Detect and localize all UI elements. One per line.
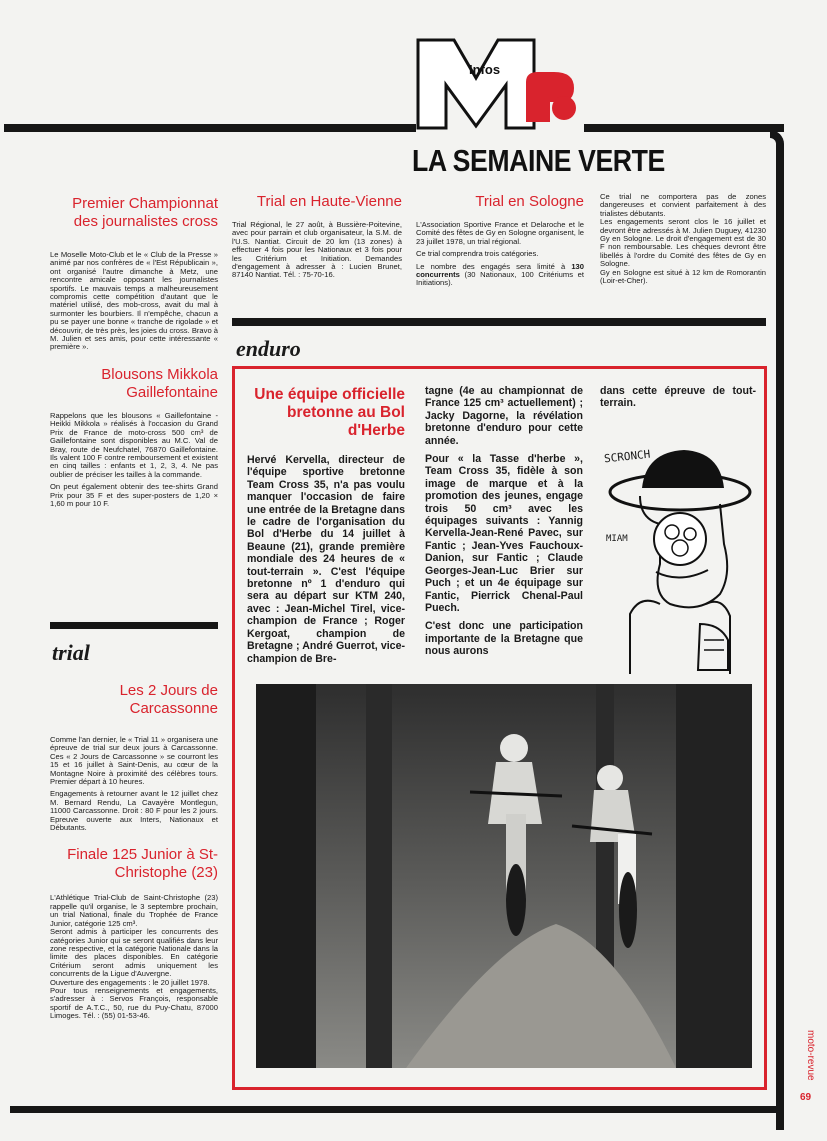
article-title-haute-vienne: Trial en Haute-Vienne xyxy=(256,193,402,210)
trial-rule xyxy=(50,622,218,629)
right-frame xyxy=(770,130,784,1130)
article-body-sologne-1: L'Association Sportive France et Delaroche et le Comité des fêtes de Gy en Sologne organisent, le 23 juillet 1978, un trial régional. xyxy=(416,220,584,246)
logo-mr xyxy=(414,30,584,130)
enduro-col-2 xyxy=(425,385,583,664)
article-body-sologne-3 xyxy=(416,263,584,288)
section-label-enduro: enduro xyxy=(236,336,301,361)
article-body-journalists: Le Moselle Moto-Club et le « Club de la Presse » animé par nos confrères de « l'Est Républicain », ont organisé l'autre dimanche à Metz, une rencontre amicale opposant les journalistes sportifs. Le mauvais temps a malheureusement compromis cette compétition d'autant que le matériel utilisé, des mob-cross, avait du mal à surmonter les bourbiers. Il n'empêche, chacun a pu se payer une bonne « tranche de rigolade » et découvrir, de très près, les joies du cross. Bravo à M. Julien et ses amis, pour cette intéressante « première ». xyxy=(50,250,218,352)
article-body-blousons-2: On peut également obtenir des tee-shirts Grand Prix pour 35 F et des super-posters de 1,20 × 1,60 m pour 10 F. xyxy=(50,482,218,508)
article-title-sologne: Trial en Sologne xyxy=(475,193,584,210)
bottom-rule xyxy=(10,1106,784,1113)
article-body-haute-vienne: Trial Régional, le 27 août, à Bussière-Poitevine, avec pour parrain et club organisateur, la S.M. de l'U.S. Nantiat. Circuit de 20 km (13 zones) à effectuer 4 fois pour les Nationaux et 3 fois pour les Critérium et Initiation. Demandes d'engagement à adresser à : Lucien Brunet, 87140 Nantiat. Tél. : 75-70-16. xyxy=(232,220,402,280)
logo-graphic xyxy=(414,30,584,130)
article-body-carcassonne-2: Engagements à retourner avant le 12 juillet chez M. Bernard Rendu, La Cavayère Montlegun, 11000 Carcassonne. Droit : 80 F pour les 2 jours. Epreuve ouverte aux Inters, Nationaux et Débutants. xyxy=(50,789,218,833)
article-body-sologne-5: Les engagements seront clos le 16 juillet et devront être adressés à M. Julien Duguey, 41230 Gy en Sologne. Le droit d'engagement est de 30 F non remboursable. Les chèques devront être libellés à l'ordre du Comité des fêtes de Gy en Sologne. xyxy=(600,217,766,269)
header-rule-right xyxy=(584,124,784,132)
sologne-text-a: Le nombre des engagés sera limité à xyxy=(416,261,572,271)
page-title: LA SEMAINE VERTE xyxy=(412,143,665,178)
article-body-finale-4: Pour tous renseignements et engagements, s'adresser à : Servos François, responsable sportif de A.T.C., 50, rue du Puy-Chatu, 87000 Limoges. Tél. : (55) 01-53-46. xyxy=(50,985,218,1021)
article-title-carcassonne: Les 2 Jours de Carcassonne xyxy=(119,682,218,717)
enduro-rule xyxy=(232,318,766,326)
cartoon-sound-miam: MIAM xyxy=(606,534,628,544)
article-body-finale-2: Seront admis à participer les concurrents des catégories Junior qui se seront qualifiés dans leur zone respective, et la catégorie Nationale dans la limite des places disponibles. En catégorie Critérium seront admis uniquement les concurrents de la Ligue d'Auvergne. xyxy=(50,927,218,979)
article-title-finale: Finale 125 Junior à St-Christophe (23) xyxy=(67,846,218,882)
article-body-finale-3: Ouverture des engagements : le 20 juillet 1978. xyxy=(50,977,210,987)
photo-motorcycles-forest xyxy=(256,684,752,1068)
page-number: 69 xyxy=(800,1092,812,1103)
cartoon-drawing xyxy=(600,444,760,674)
enduro-paragraph-4: C'est donc une participation importante de la Bretagne que nous aurons xyxy=(425,620,583,658)
article-title-journalists: Premier Championnat des journalistes cross xyxy=(72,195,218,230)
article-body-blousons-1: Rappelons que les blousons « Gaillefontaine - Heikki Mikkola » réalisés à l'occasion du Grand Prix de France de moto-cross 500 cm³ de Gaillefontaine sont disponibles au M.C. Val de Bray, route de Neufchatel, 76870 Gaillefontaine. Ils valent 100 F contre remboursement et existent en cinq tailles : enfants et 1, 2, 3, 4. Ne pas oublier de préciser les tailles à la commande. xyxy=(50,410,218,479)
cartoon-sound-scronch: SCRONCH xyxy=(603,447,651,466)
article-body-carcassonne-1: Comme l'an dernier, le « Trial 11 » organisera une épreuve de trial sur deux jours à Carcassonne. Ces « 2 Jours de Carcassonne » se courront les 15 et 16 juillet à Saint-Denis, au cœur de la Montagne Noire à proximité des célèbres tours. Premier départ à 10 heures. xyxy=(50,735,218,787)
enduro-paragraph-2: tagne (4e au championnat de France 125 cm³ actuellement) ; Jacky Dagorne, la révélation bretonne d'enduro pour cette année. xyxy=(425,385,583,447)
enduro-paragraph-5: dans cette épreuve de tout-terrain. xyxy=(600,385,756,410)
magazine-name-vertical: moto-revue xyxy=(805,1030,816,1081)
article-body-sologne-6: Gy en Sologne est situé à 12 km de Romorantin (Loir-et-Cher). xyxy=(600,267,766,286)
enduro-article-title: Une équipe officielle bretonne au Bol d'Herbe xyxy=(254,386,405,439)
column-2 xyxy=(232,193,402,280)
sologne-text-c: (30 Nationaux, 100 Critériums et Initiations). xyxy=(416,270,584,288)
enduro-col-1 xyxy=(247,386,405,671)
article-body-sologne-2: Ce trial comprendra trois catégories. xyxy=(416,249,539,259)
header-rule xyxy=(4,124,416,132)
sologne-text-bold: 130 concurrents xyxy=(416,261,584,280)
article-body-sologne-4: Ce trial ne comportera pas de zones dangereuses et convient parfaitement à des trialistes débutants. xyxy=(600,192,766,218)
article-title-blousons: Blousons Mikkola Gaillefontaine xyxy=(101,365,218,401)
infos-label: Infos xyxy=(469,62,501,77)
enduro-col-3 xyxy=(600,385,756,416)
column-1-lower xyxy=(50,682,218,1021)
enduro-paragraph-3: Pour « la Tasse d'herbe », Team Cross 35, fidèle à son image de marque et à la promotion des jeunes, engage trois 50 cm³ avec les équipages suivants : Yannig Kervella-Jean-René Pavec, sur Fantic ; Jean-Yves Fauchoux-Danion, sur Fantic ; Claude Georges-Jean-Luc Brier sur Puch ; et un 4e équipage sur Fantic, Pierrick Chenal-Paul Puech. xyxy=(425,453,583,614)
column-4 xyxy=(600,193,766,285)
column-3 xyxy=(416,193,584,292)
photo-graphic xyxy=(256,684,752,1068)
section-label-trial: trial xyxy=(52,640,90,665)
column-1 xyxy=(50,195,218,508)
enduro-paragraph-1: Hervé Kervella, directeur de l'équipe sportive bretonne Team Cross 35, n'a pas voulu manquer l'occasion de faire une entrée de la Bretagne dans le cadre de l'organisation du Bol d'Herbe du 14 juillet à Beaune (21), grande première mondiale des 24 heures de « tout-terrain ». C'est l'équipe bretonne nº 1 d'enduro qui sera au départ sur KTM 240, avec : Jean-Michel Tirel, vice-champion de France ; Roger Kergoat, champion de Bretagne ; André Guerrot, vice-champion de Bre- xyxy=(247,454,405,665)
cartoon-illustration xyxy=(600,444,760,674)
article-body-finale-1: L'Athlétique Trial-Club de Saint-Christophe (23) rappelle qu'il organise, le 3 septembre prochain, un trial National, finale du Trophée de France Junior, catégorie 125 cm³. xyxy=(50,893,218,928)
